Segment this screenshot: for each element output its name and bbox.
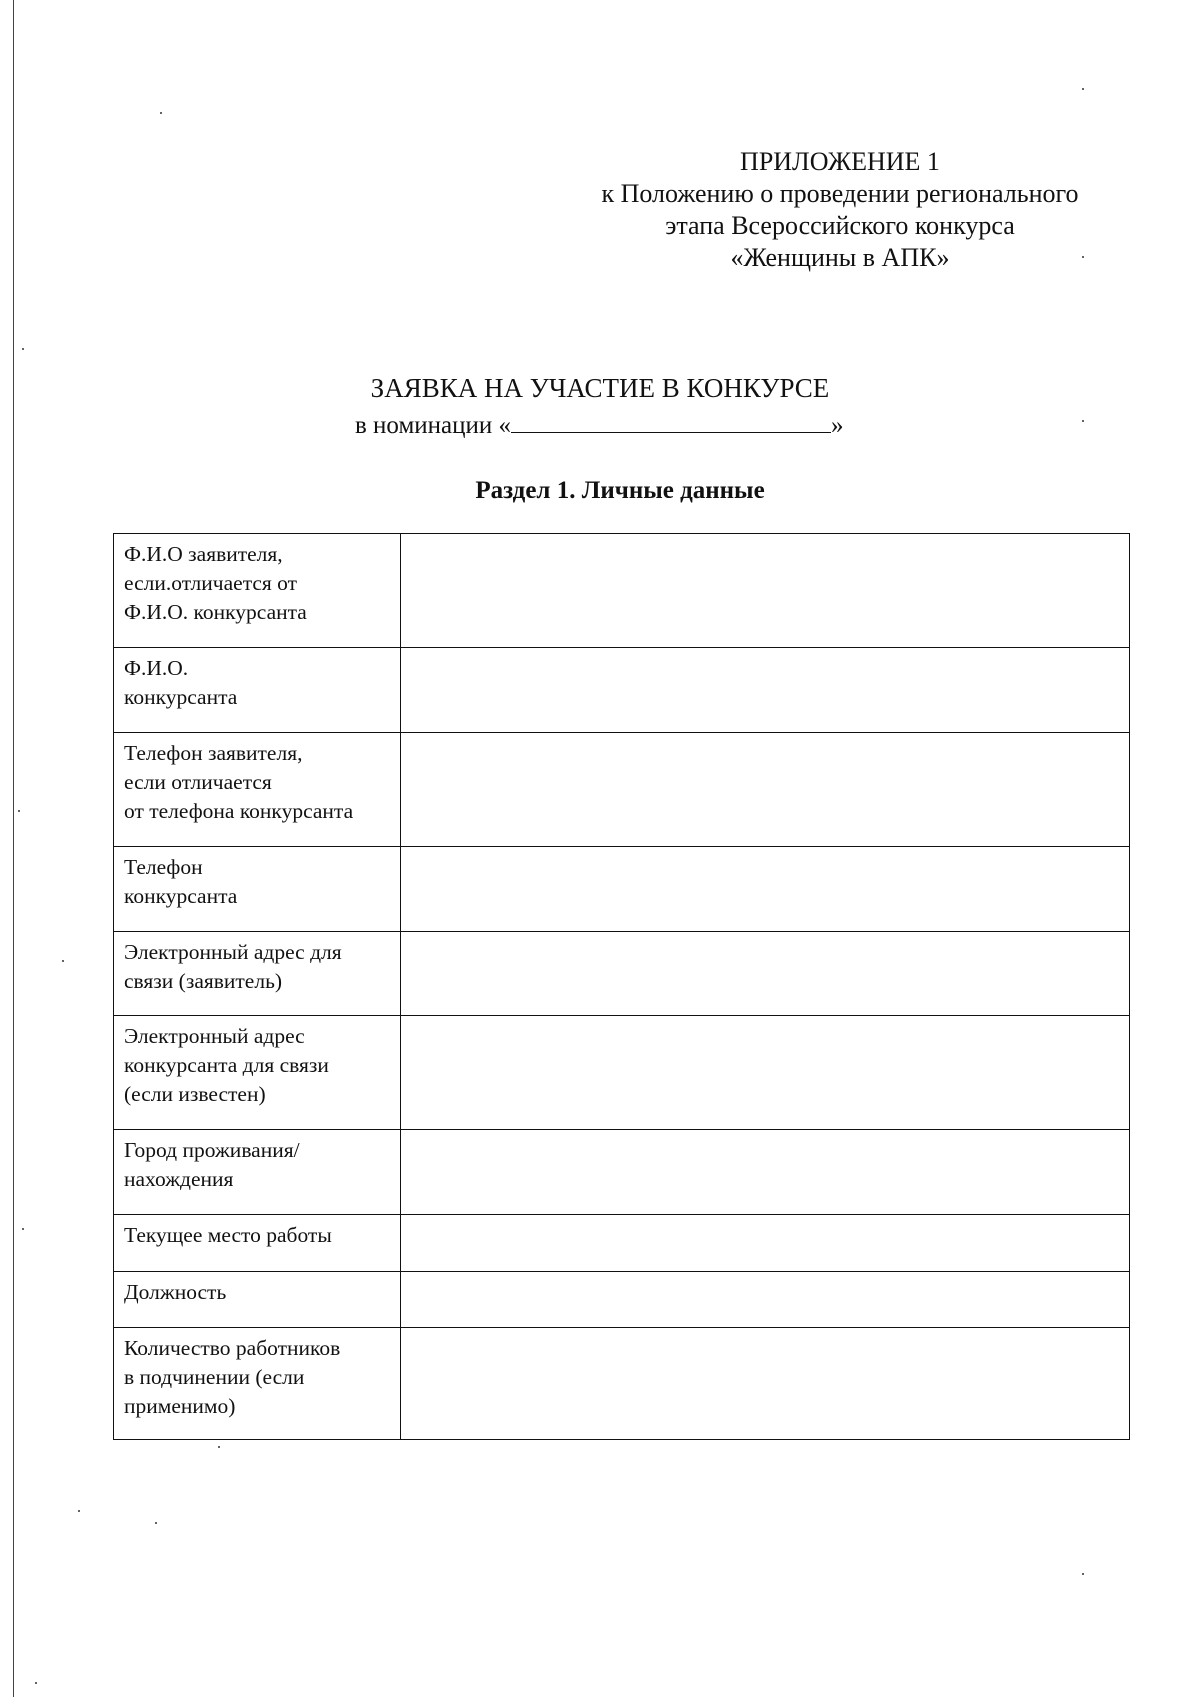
row-value-field[interactable] <box>401 1130 1130 1215</box>
scan-speck <box>22 1228 24 1230</box>
scan-speck <box>62 960 64 962</box>
row-label: Телефон заявителя, если отличается от телефона конкурсанта <box>114 733 401 847</box>
row-label: Должность <box>114 1272 401 1328</box>
appendix-number: ПРИЛОЖЕНИЕ 1 <box>740 147 940 176</box>
table-row <box>114 1215 1130 1272</box>
row-label: Ф.И.О заявителя, если.отличается от Ф.И.О. конкурсанта <box>114 534 401 648</box>
row-value-field[interactable] <box>401 847 1130 932</box>
row-label: Электронный адрес для связи (заявитель) <box>114 932 401 1016</box>
scan-speck <box>35 1682 37 1684</box>
table-row <box>114 1272 1130 1328</box>
scan-speck <box>18 810 20 812</box>
table-row <box>114 733 1130 847</box>
table-row <box>114 1130 1130 1215</box>
scan-speck <box>78 1510 80 1512</box>
table-row <box>114 1328 1130 1440</box>
row-value-field[interactable] <box>401 1328 1130 1440</box>
scan-speck <box>155 1522 157 1524</box>
table-row <box>114 648 1130 733</box>
scan-speck <box>22 348 24 350</box>
row-label: Город проживания/ нахождения <box>114 1130 401 1215</box>
scan-speck <box>1082 420 1084 422</box>
scan-speck <box>1082 88 1084 90</box>
table-row <box>114 847 1130 932</box>
row-label: Электронный адрес конкурсанта для связи (если известен) <box>114 1016 401 1130</box>
application-title: ЗАЯВКА НА УЧАСТИЕ В КОНКУРСЕ <box>370 373 830 403</box>
row-value-field[interactable] <box>401 648 1130 733</box>
nomination-suffix: » <box>831 412 844 439</box>
row-value-field[interactable] <box>401 1272 1130 1328</box>
scan-speck <box>1082 1573 1084 1575</box>
row-value-field[interactable] <box>401 534 1130 648</box>
row-value-field[interactable] <box>401 932 1130 1016</box>
row-value-field[interactable] <box>401 733 1130 847</box>
scan-speck <box>218 1446 220 1448</box>
appendix-header <box>560 146 1120 274</box>
row-value-field[interactable] <box>401 1215 1130 1272</box>
nomination-line <box>355 408 915 442</box>
row-label: Количество работников в подчинении (если применимо) <box>114 1328 401 1440</box>
row-label: Ф.И.О. конкурсанта <box>114 648 401 733</box>
table-row <box>114 1016 1130 1130</box>
appendix-contest-name: «Женщины в АПК» <box>730 243 950 272</box>
personal-data-table <box>113 533 1130 1440</box>
nomination-prefix: в номинации « <box>355 412 512 439</box>
appendix-reference: к Положению о проведении регионального <box>601 179 1079 208</box>
row-label: Текущее место работы <box>114 1215 401 1272</box>
page-margin-line <box>13 0 14 1697</box>
nomination-blank-field[interactable] <box>511 408 831 433</box>
table-row <box>114 932 1130 1016</box>
scan-speck <box>160 112 162 114</box>
appendix-reference-cont: этапа Всероссийского конкурса <box>665 211 1015 240</box>
section-title: Раздел 1. Личные данные <box>475 477 765 504</box>
row-label: Телефон конкурсанта <box>114 847 401 932</box>
row-value-field[interactable] <box>401 1016 1130 1130</box>
table-row <box>114 534 1130 648</box>
